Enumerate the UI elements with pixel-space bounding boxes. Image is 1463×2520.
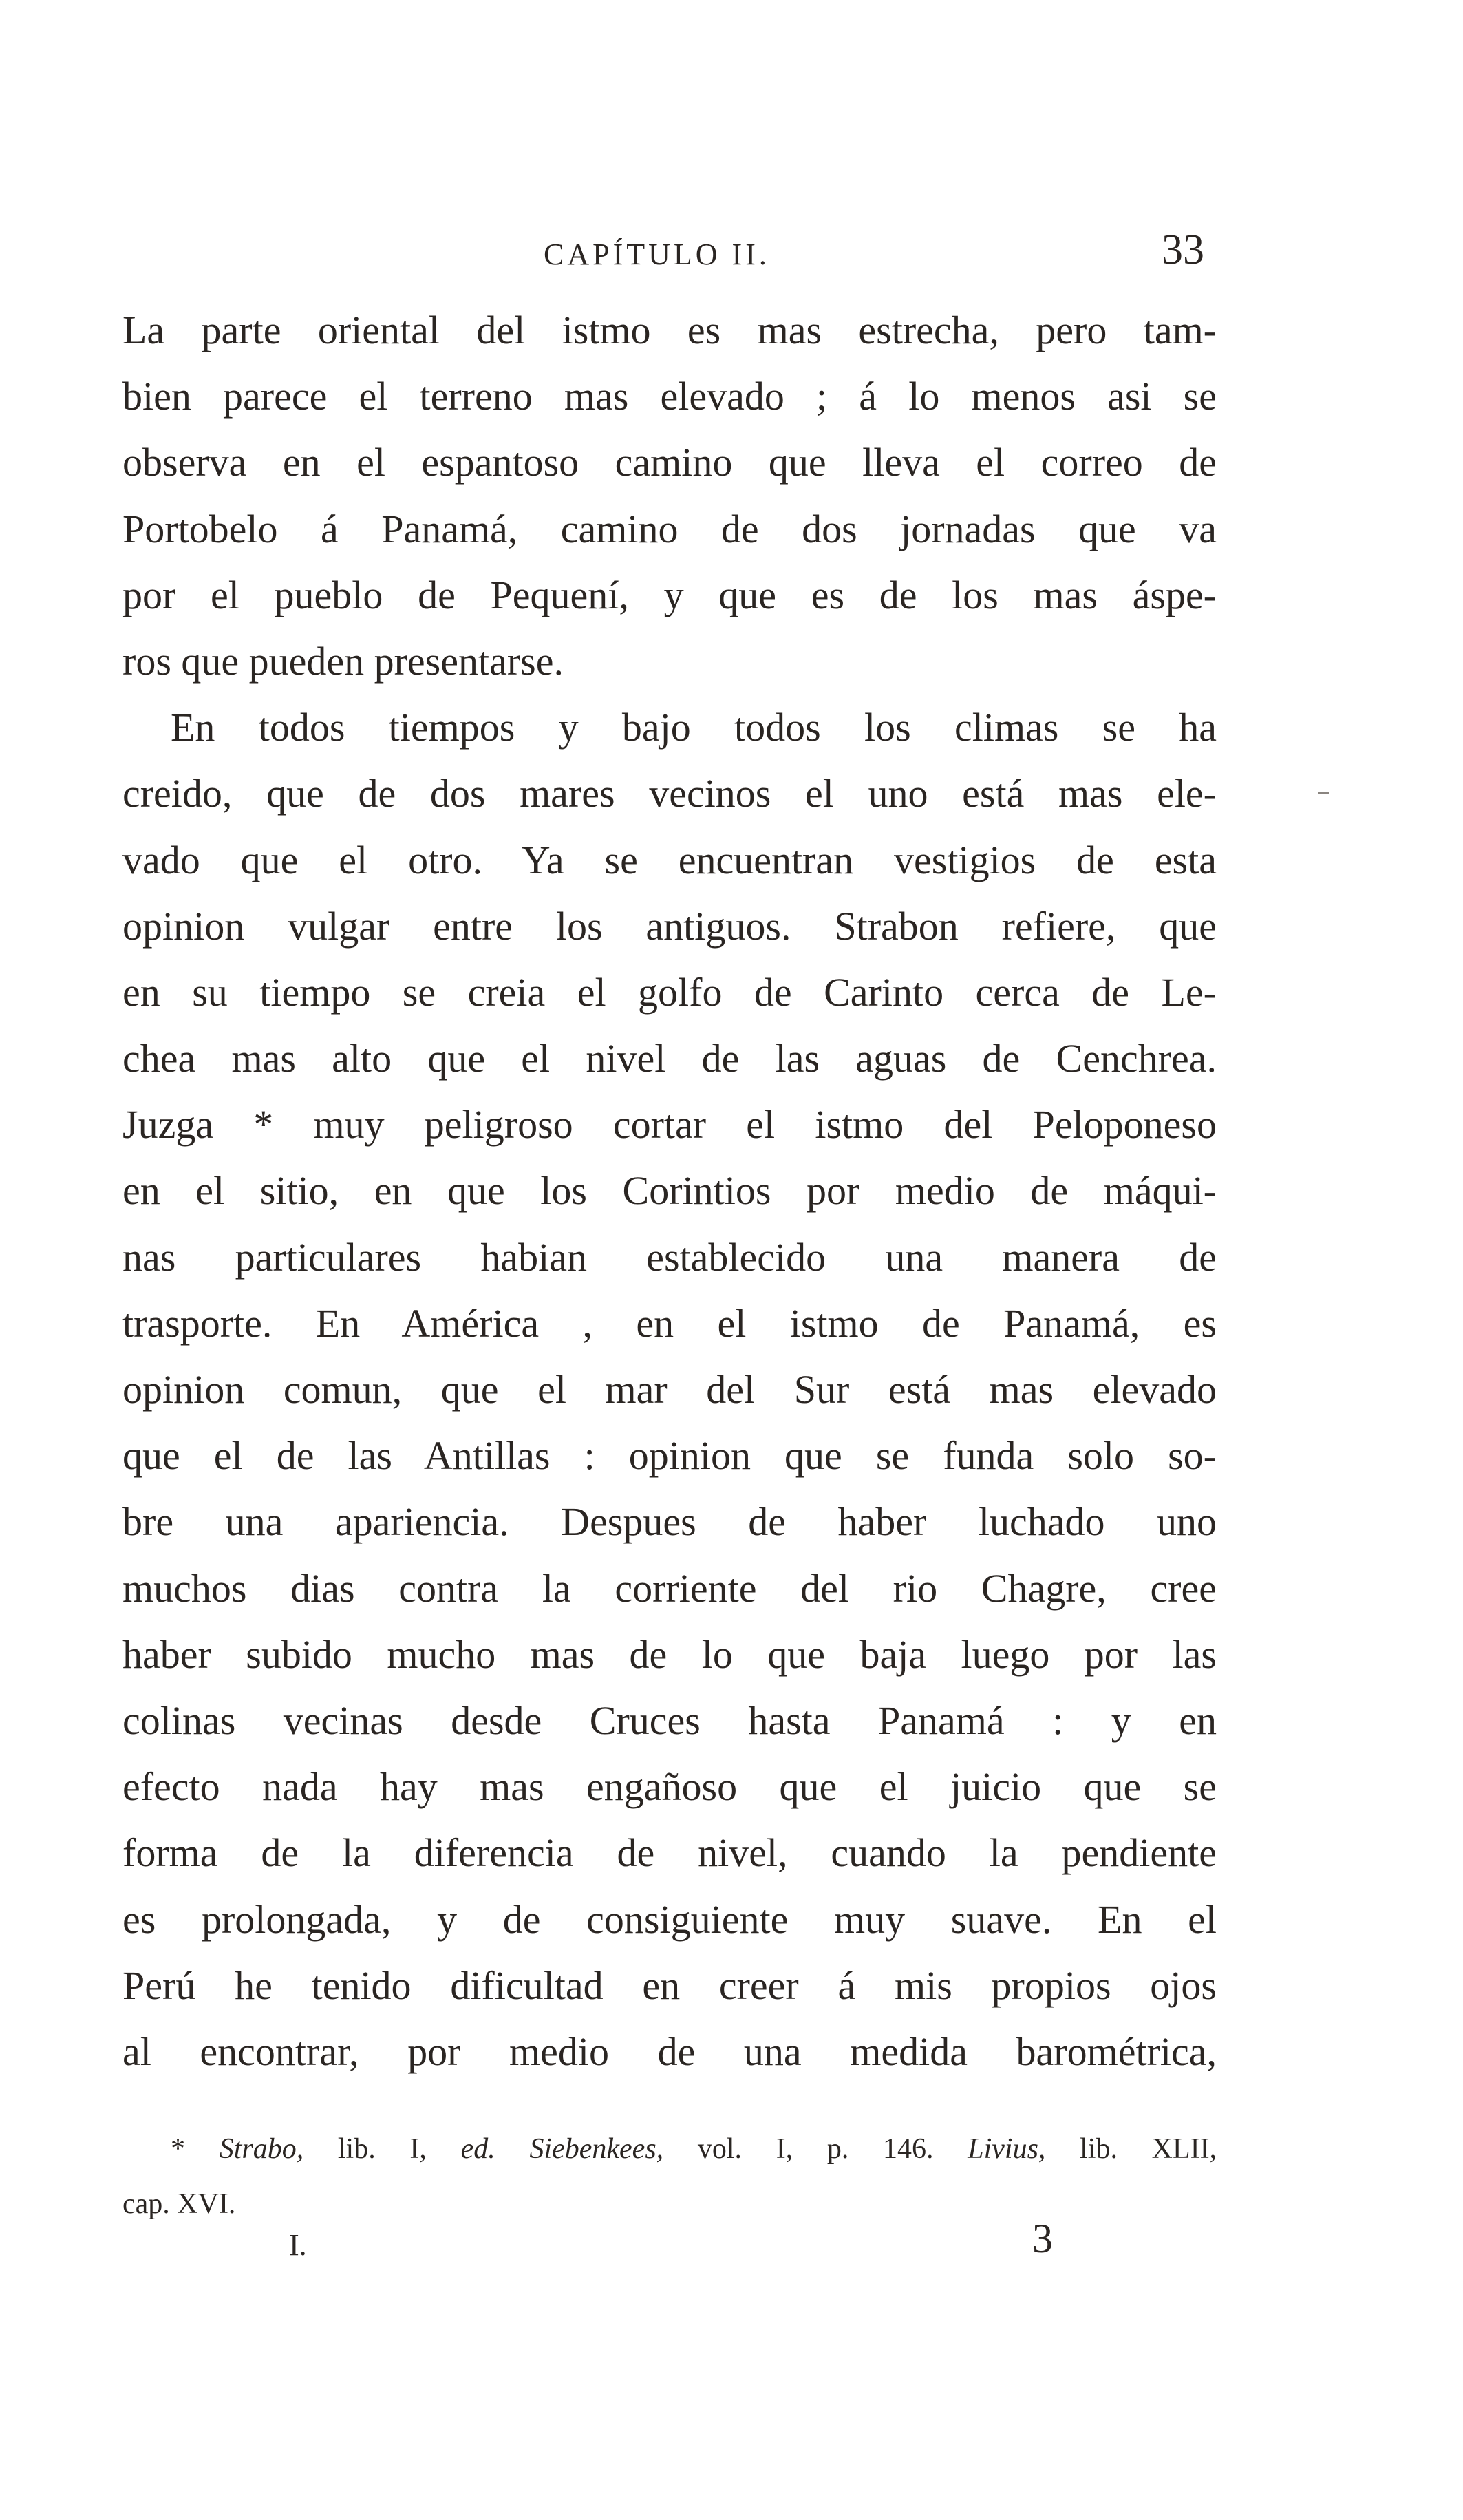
text-line: en el sitio, en que los Corintios por medio de máqui- [122,1168,1217,1214]
text-line: En todos tiempos y bajo todos los climas se ha [171,705,1217,750]
text-line: trasporte. En América , en el istmo de Panamá, es [122,1300,1217,1346]
text-line: Portobelo á Panamá, camino de dos jornadas que va [122,506,1217,551]
running-head [0,226,1463,281]
text-line: opinion vulgar entre los antiguos. Strabon refiere, que [122,903,1217,949]
text-line: en su tiempo se creia el golfo de Carinto cerca de Le- [122,969,1217,1015]
text-line: observa en el espantoso camino que lleva el correo de [122,440,1217,485]
footnote-reference: lib. XLII, [1080,2133,1217,2165]
text-line: al encontrar, por medio de una medida barométrica, [122,2029,1217,2074]
text-line: efecto nada hay mas engañoso que el juicio que se [122,1764,1217,1810]
footnote-reference: lib. I, [337,2133,427,2165]
text-line: bien parece el terreno mas elevado ; á lo menos asi se [122,374,1217,419]
text-line: Juzga * muy peligroso cortar el istmo del Peloponeso [122,1102,1217,1147]
text-line: creido, que de dos mares vecinos el uno está mas ele- [122,771,1217,816]
footnote-line [122,2121,1217,2177]
footnote-author: Strabo, [219,2133,304,2165]
text-line: La parte oriental del istmo es mas estrecha, pero tam- [122,308,1217,352]
margin-mark [1318,792,1329,794]
signature-volume: I. [289,2228,307,2262]
page-number: 33 [1162,226,1204,273]
body-text [122,297,1217,2085]
text-line: opinion comun, que el mar del Sur está mas elevado [122,1367,1217,1412]
text-line: vado que el otro. Ya se encuentran vestigios de esta [122,837,1217,882]
text-line: chea mas alto que el nivel de las aguas de Cenchrea. [122,1036,1217,1081]
footnote-author: Livius, [968,2133,1046,2165]
footnote-marker: * [171,2133,185,2165]
chapter-title: CAPÍTULO II. [544,237,770,271]
text-line: que el de las Antillas : opinion que se funda solo so- [122,1433,1217,1479]
text-line: es prolongada, y de consiguiente muy suave. En el [122,1896,1217,1942]
text-line: forma de la diferencia de nivel, cuando la pendiente [122,1830,1217,1876]
footnote-editor: Siebenkees, [529,2133,664,2165]
text-line: muchos dias contra la corriente del rio Chagre, cree [122,1565,1217,1611]
text-line: Perú he tenido dificultad en creer á mis propios ojos [122,1962,1217,2008]
text-line: bre una apariencia. Despues de haber luchado uno [122,1499,1217,1545]
text-line: por el pueblo de Pequení, y que es de los mas áspe- [122,572,1217,617]
footnote-reference: vol. I, p. 146. [697,2133,934,2165]
footnote-edition: ed. [460,2133,495,2165]
signature-number: 3 [1032,2216,1053,2261]
text-line: haber subido mucho mas de lo que baja luego por las [122,1631,1217,1677]
footnote-line: cap. XVI. [122,2188,236,2220]
text-line: nas particulares habian establecido una manera de [122,1234,1217,1280]
text-line: ros que pueden presentarse. [122,638,564,684]
text-line: colinas vecinas desde Cruces hasta Panamá : y en [122,1697,1217,1743]
